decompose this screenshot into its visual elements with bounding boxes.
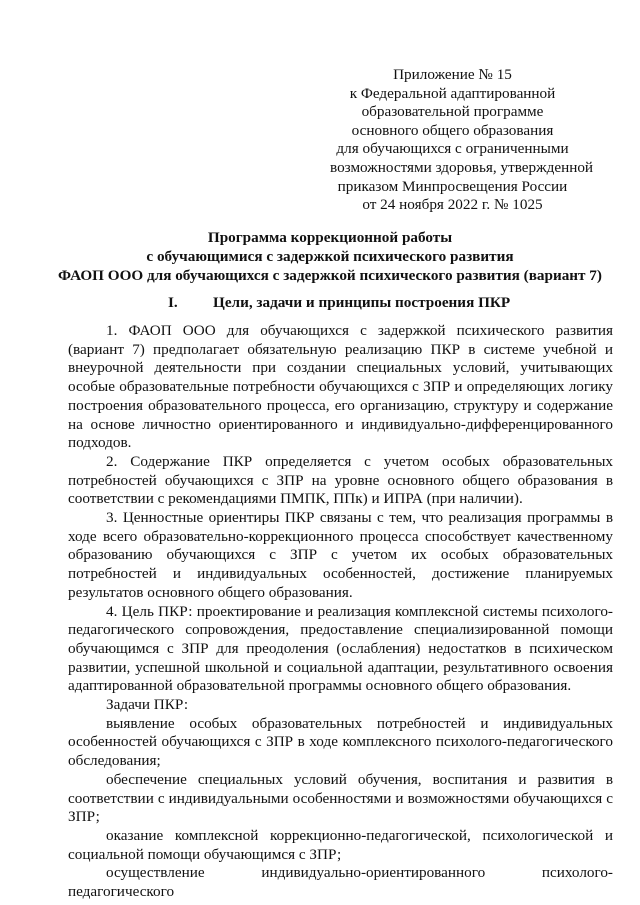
paragraph: осуществление индивидуально-ориентированного психолого-педагогического [68,864,613,901]
paragraph: 2. Содержание ПКР определяется с учетом особых образовательных потребностей обучающихся с ЗПР на уровне основного общего образования в соответствии с рекомендациями ПМПК, ППк) и ИПРА (при наличии). [68,452,613,508]
annex-line: к Федеральной адаптированной [349,84,556,102]
annex-line: для обучающихся с ограниченными [336,140,569,158]
paragraph: обеспечение специальных условий обучения, воспитания и развития в соответствии с индивидуальными особенностями и возможностями обучающихся с ЗПР; [68,770,613,826]
annex-line: основного общего образования [351,121,554,139]
annex-line: возможностями здоровья, утвержденной [330,158,594,176]
title-line: Программа коррекционной работы [207,229,453,246]
title-line: с обучающимися с задержкой психического развития [146,248,514,265]
document-title [40,228,620,285]
paragraph: 4. Цель ПКР: проектирование и реализация комплексной системы психолого-педагогического сопровождения, предоставление специализированной помощи обучающимся с ЗПР для преодоления (ослабления) недостатков в психическом развитии, успешной школьной и социальной адаптации, результативного освоения адаптированной образовательной программы основного общего образования. [68,602,613,695]
annex-header [330,66,594,215]
paragraph: 3. Ценностные ориентиры ПКР связаны с тем, что реализация программы в ходе всего образовательно-коррекционного процесса способствует качественному образованию обучающихся с ЗПР с учетом их особых образовательных потребностей и индивидуальных особенностей, достижение планируемых результатов основного общего образования. [68,509,613,601]
annex-line: образовательной программе [361,103,544,121]
section-title: Цели, задачи и принципы построения ПКР [213,294,511,311]
annex-line: от 24 ноября 2022 г. № 1025 [362,196,543,214]
document-body [68,322,613,902]
title-line: ФАОП ООО для обучающихся с задержкой психического развития (вариант 7) [58,267,602,284]
paragraph: 1. ФАОП ООО для обучающихся с задержкой психического развития (вариант 7) предполагает обязательную реализацию ПКР в системе учебной и внеурочной деятельности при создании специальных условий, учитывающих особые образовательные потребности обучающихся с ЗПР и определяющих логику построения образовательного процесса, его организацию, структуру и содержание на основе личностно ориентированного и индивидуально-дифференцированного подходов. [68,322,613,452]
paragraph: оказание комплексной коррекционно-педагогической, психологической и социальной помощи обучающимся с ЗПР; [68,826,613,863]
paragraph: Задачи ПКР: [106,696,189,714]
section-number: I. [168,294,178,311]
annex-line: Приложение № 15 [393,66,512,83]
annex-line: приказом Минпросвещения России [337,177,568,195]
paragraph: выявление особых образовательных потребностей и индивидуальных особенностей обучающихся с ЗПР в ходе комплексного психолого-педагогического обследования; [68,714,613,770]
